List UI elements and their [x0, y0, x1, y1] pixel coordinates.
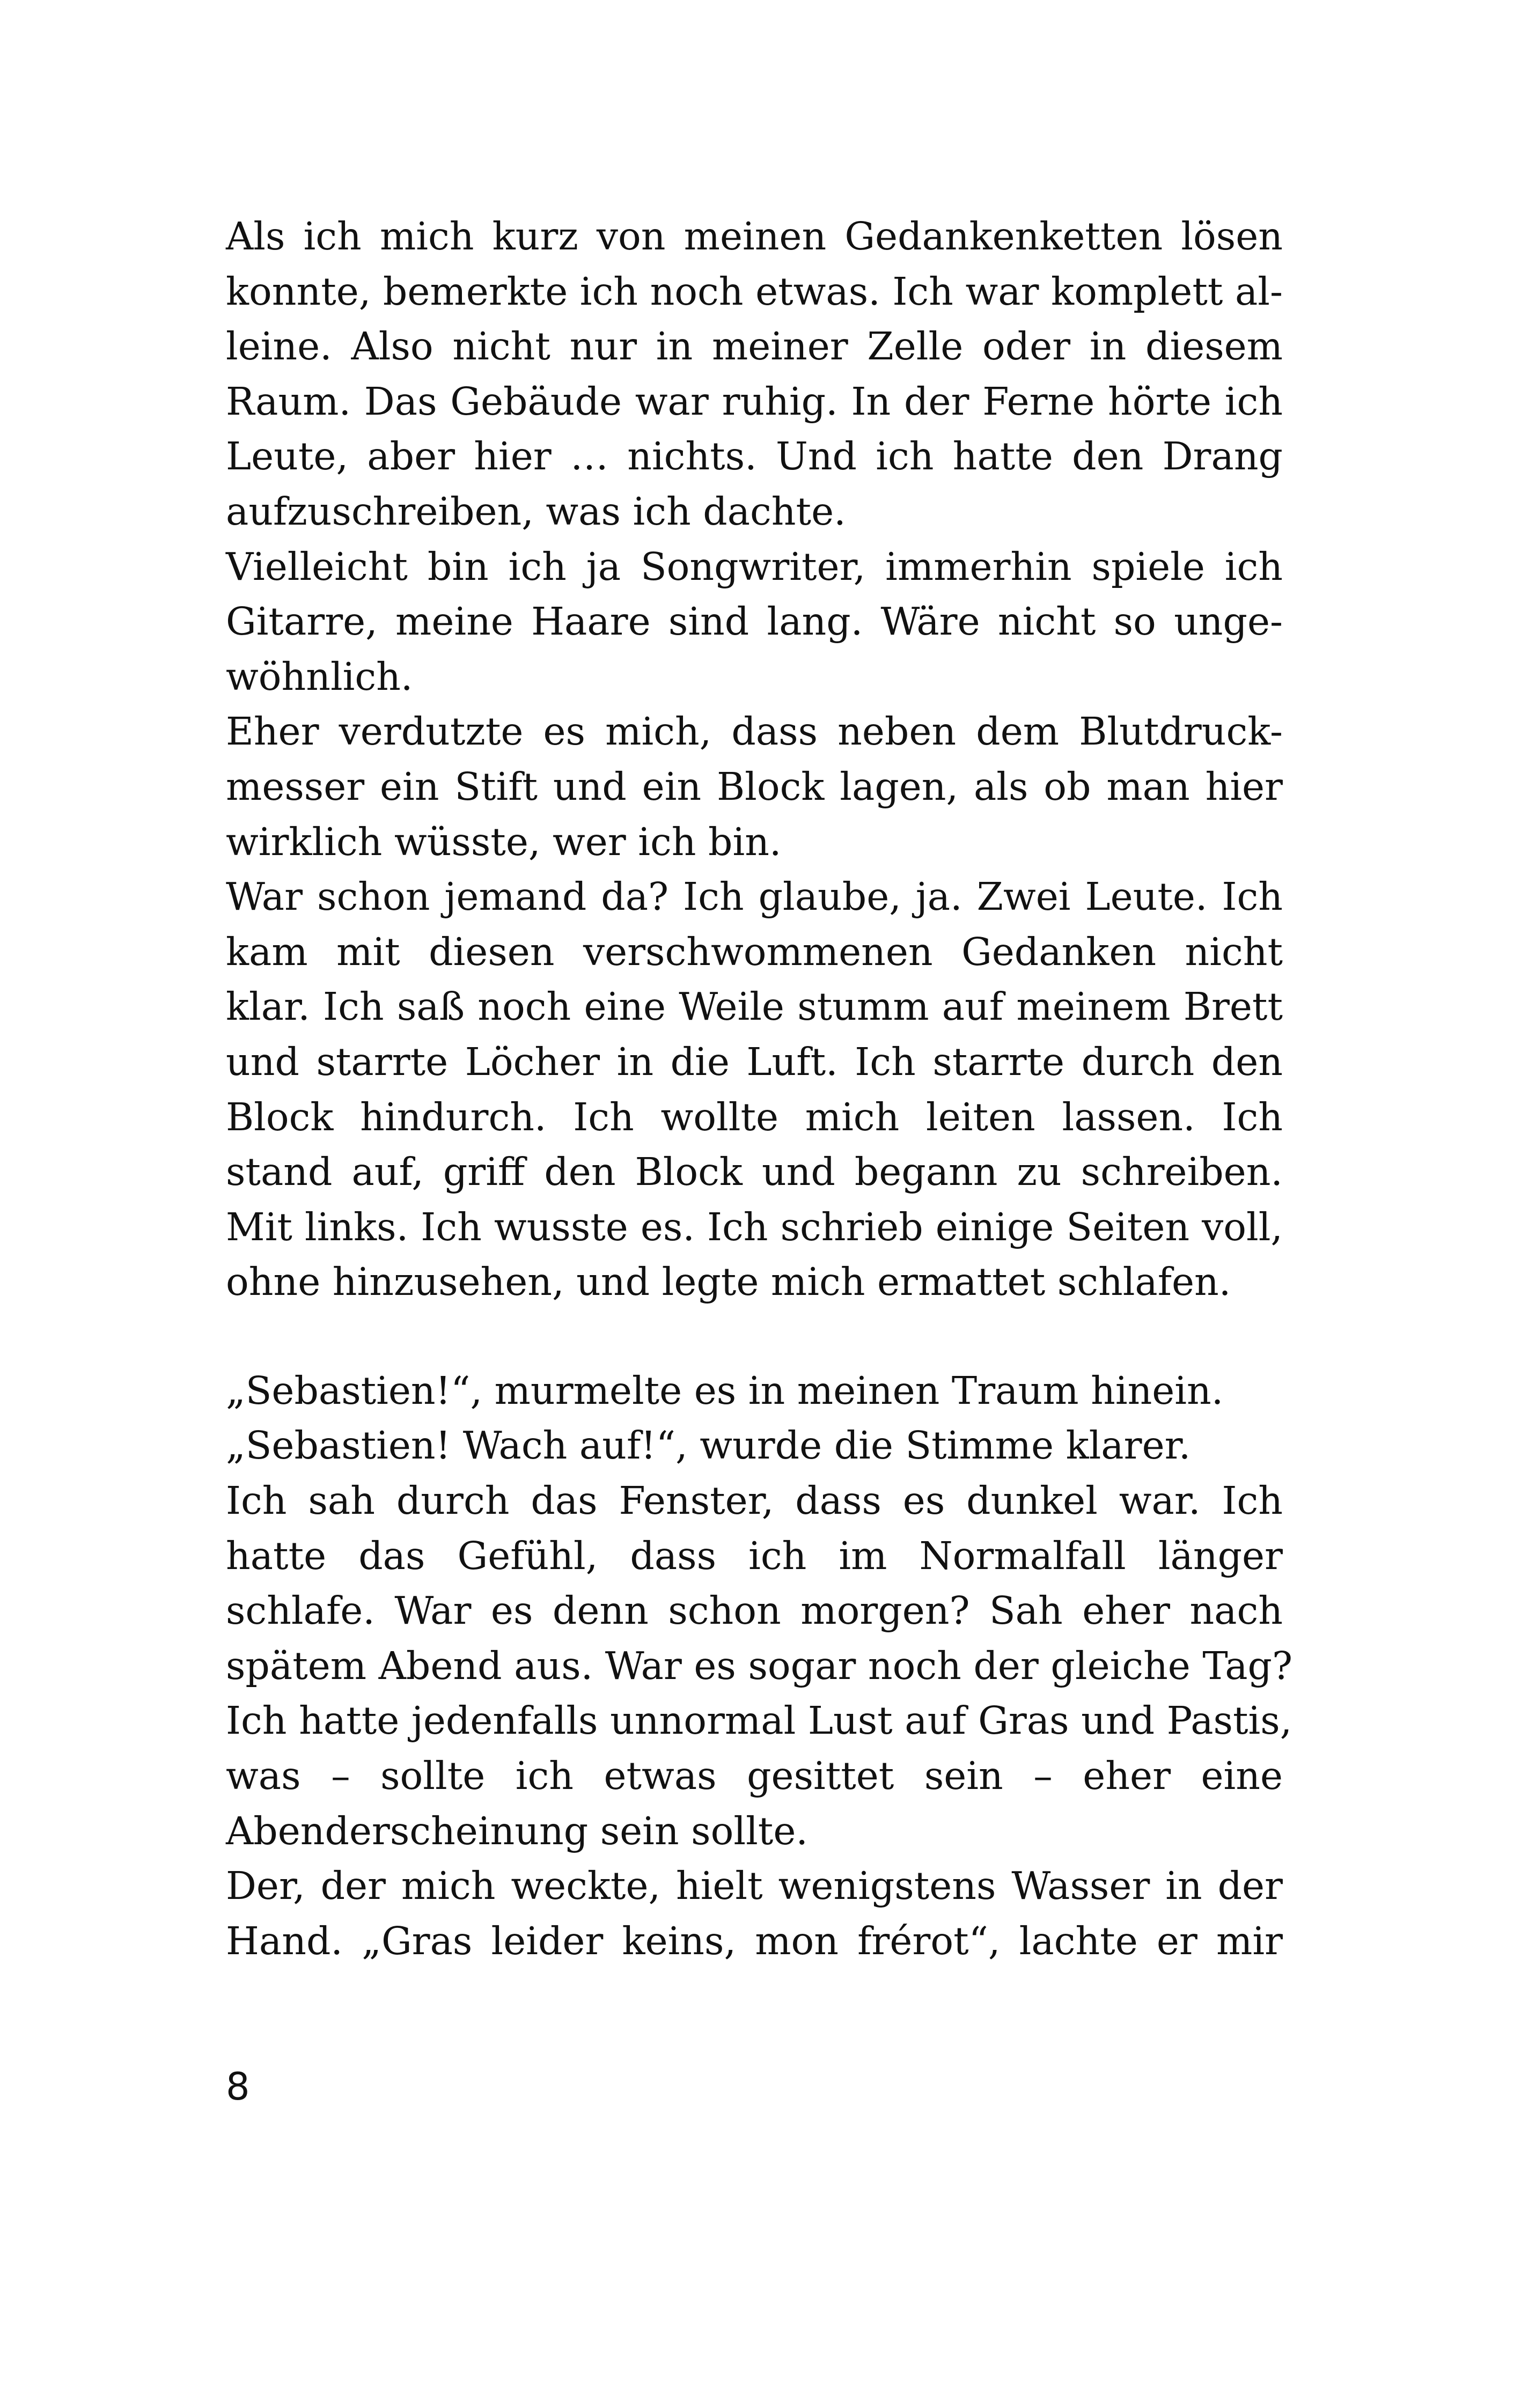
paragraph	[226, 540, 1283, 705]
text-line: ohne hinzusehen, und legte mich ermattet schlafen.	[226, 1260, 1231, 1305]
paragraph	[226, 1418, 1283, 1474]
text-line: Vielleicht bin ich ja Songwriter, immerhin spiele ich	[226, 544, 1283, 589]
paragraph	[226, 1859, 1283, 1969]
text-line: Ich sah durch das Fenster, dass es dunkel war. Ich	[226, 1478, 1283, 1523]
section-after-break	[226, 1364, 1293, 1969]
text-line: konnte, bemerkte ich noch etwas. Ich war komplett al-	[226, 269, 1283, 314]
text-line: spätem Abend aus. War es sogar noch der gleiche Tag?	[226, 1643, 1293, 1688]
text-line: und starrte Löcher in die Luft. Ich starrte durch den	[226, 1039, 1283, 1084]
text-line: Als ich mich kurz von meinen Gedankenketten lösen	[226, 214, 1283, 259]
text-line: Leute, aber hier … nichts. Und ich hatte den Drang	[226, 434, 1283, 479]
text-line: was – sollte ich etwas gesittet sein – eher eine	[226, 1754, 1283, 1799]
text-line: Der, der mich weckte, hielt wenigstens Wasser in der	[226, 1864, 1283, 1909]
text-line: „Sebastien!“, murmelte es in meinen Traum hinein.	[226, 1368, 1224, 1413]
text-line: leine. Also nicht nur in meiner Zelle oder in diesem	[226, 324, 1283, 369]
text-line: Mit links. Ich wusste es. Ich schrieb einige Seiten voll,	[226, 1204, 1283, 1249]
text-line: wöhnlich.	[226, 654, 413, 699]
text-line: hatte das Gefühl, dass ich im Normalfall länger	[226, 1533, 1283, 1578]
paragraph	[226, 209, 1283, 540]
paragraph	[226, 704, 1283, 870]
section-before-break	[226, 209, 1283, 1310]
text-line: Gitarre, meine Haare sind lang. Wäre nicht so unge-	[226, 599, 1283, 644]
text-line: Hand. „Gras leider keins, mon frérot“, lachte er mir	[226, 1918, 1283, 1963]
section-break	[226, 1310, 1283, 1364]
text-line: Ich hatte jedenfalls unnormal Lust auf Gras und Pastis,	[226, 1698, 1292, 1743]
text-line: War schon jemand da? Ich glaube, ja. Zwei Leute. Ich	[226, 874, 1283, 919]
paragraph	[226, 1364, 1283, 1419]
text-line: Block hindurch. Ich wollte mich leiten lassen. Ich	[226, 1094, 1283, 1139]
body-text	[226, 209, 1293, 1969]
text-line: messer ein Stift und ein Block lagen, als ob man hier	[226, 764, 1283, 809]
text-line: stand auf, griff den Block und begann zu schreiben.	[226, 1150, 1283, 1195]
text-line: Abenderscheinung sein sollte.	[226, 1808, 808, 1853]
text-line: klar. Ich saß noch eine Weile stumm auf meinem Brett	[226, 984, 1283, 1029]
text-line: wirklich wüsste, wer ich bin.	[226, 819, 782, 864]
text-line: aufzuschreiben, was ich dachte.	[226, 489, 846, 534]
paragraph	[226, 1474, 1293, 1859]
page-number: 8	[226, 2065, 250, 2109]
text-line: „Sebastien! Wach auf!“, wurde die Stimme klarer.	[226, 1423, 1191, 1468]
paragraph	[226, 870, 1283, 1310]
text-line: Eher verdutzte es mich, dass neben dem Blutdruck-	[226, 709, 1283, 754]
text-line: schlafe. War es denn schon morgen? Sah eher nach	[226, 1588, 1283, 1633]
text-line: kam mit diesen verschwommenen Gedanken nicht	[226, 929, 1283, 974]
text-line: Raum. Das Gebäude war ruhig. In der Ferne hörte ich	[226, 379, 1283, 424]
